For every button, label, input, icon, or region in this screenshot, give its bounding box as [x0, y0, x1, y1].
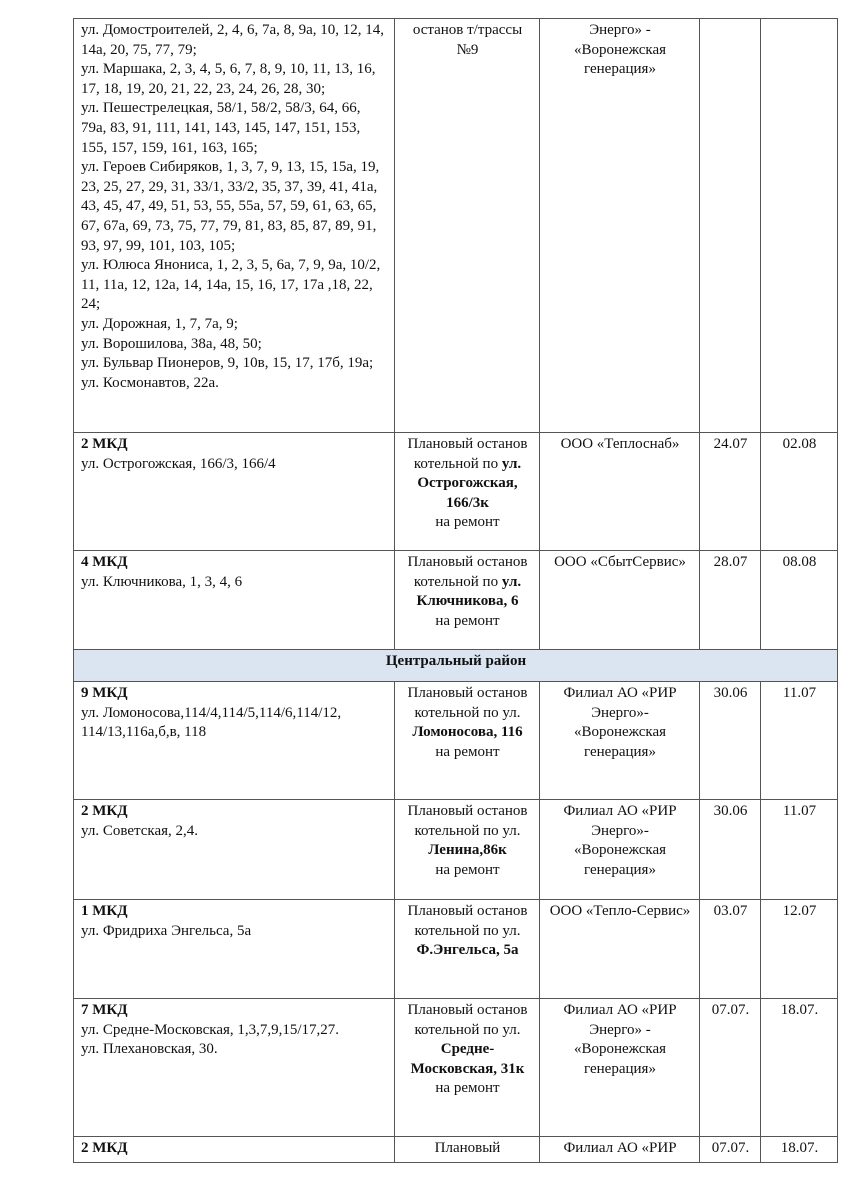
address-cell [74, 800, 395, 900]
organization-cell: ООО «Тепло-Сервис» [540, 900, 700, 999]
district-header-row [74, 650, 838, 682]
end-date-cell: 11.07 [761, 800, 838, 900]
address-line: ул. Плехановская, 30. [81, 1041, 218, 1058]
start-date-cell: 07.07. [700, 1137, 761, 1163]
table-row [74, 682, 838, 800]
table-row [74, 1137, 838, 1163]
end-date-cell: 12.07 [761, 900, 838, 999]
reason-text: Плановый останов котельной по ул. [407, 903, 528, 939]
address-line: ул. Героев Сибиряков, 1, 3, 7, 9, 13, 15, 15а, 19, 23, 25, 27, 29, 31, 33/1, 33/2, 35, 37, 39, 41, 41а, 43, 45, 47, 49, 51, 53, 55, 55а, 57, 59, 61, 63, 65, 67, 67а, 69, 73, 75, 77, 79, 81, 83, 85, 87, 89, 91, 93, 97, 99, 101, 103, 105; [81, 159, 380, 254]
address-line: ул. Ломоносова,114/4,114/5,114/6,114/12, 114/13,116а,б,в, 118 [81, 704, 342, 741]
organization-cell: ООО «СбытСервис» [540, 551, 700, 650]
boiler-address: Ленина,86к [428, 842, 507, 859]
start-date-cell: 30.06 [700, 800, 761, 900]
organization-cell: Филиал АО «РИР Энерго» - «Воронежская генерация» [540, 999, 700, 1137]
address-line: ул. Дорожная, 1, 7, 7а, 9; [81, 315, 238, 332]
address-line: ул. Юлюса Янониса, 1, 2, 3, 5, 6а, 7, 9, 9а, 10/2, 11, 11а, 12, 12а, 14, 14а, 15, 16, 17, 17а ,18, 22, 24; [81, 257, 381, 313]
end-date-cell: 18.07. [761, 999, 838, 1137]
end-date-cell: 11.07 [761, 682, 838, 800]
reason-suffix: на ремонт [435, 1080, 500, 1097]
start-date-cell: 28.07 [700, 551, 761, 650]
end-date-cell: 18.07. [761, 1137, 838, 1163]
organization-cell: Энерго» - «Воронежская генерация» [540, 19, 700, 433]
building-count: 2 МКД [81, 1140, 128, 1156]
building-count: 7 МКД [81, 1002, 128, 1018]
address-line: ул. Ключникова, 1, 3, 4, 6 [81, 573, 243, 590]
boiler-address: Ломоносова, 116 [412, 724, 523, 741]
reason-cell [395, 999, 540, 1137]
organization-cell: Филиал АО «РИР Энерго»- «Воронежская генерация» [540, 682, 700, 800]
reason-cell [395, 1137, 540, 1163]
reason-text: Плановый останов котельной по ул. [407, 1002, 528, 1038]
table-row [74, 19, 838, 433]
organization-cell: ООО «Теплоснаб» [540, 433, 700, 551]
building-count: 9 МКД [81, 685, 128, 701]
boiler-address: ул. Ключникова, 6 [416, 573, 522, 610]
reason-text: Плановый останов котельной по ул. [407, 803, 528, 839]
start-date-cell [700, 19, 761, 433]
start-date-cell: 24.07 [700, 433, 761, 551]
address-cell [74, 900, 395, 999]
reason-text: Плановый останов котельной по [407, 554, 528, 590]
table-row [74, 800, 838, 900]
address-line: ул. Домостроителей, 2, 4, 6, 7а, 8, 9а, 10, 12, 14, 14а, 20, 75, 77, 79; [81, 22, 385, 58]
organization-cell: Филиал АО «РИР [540, 1137, 700, 1163]
reason-text: Плановый останов котельной по ул. [407, 685, 528, 721]
boiler-address: Средне-Московская, 31к [410, 1041, 525, 1077]
address-line: ул. Космонавтов, 22а. [81, 374, 219, 391]
table-row [74, 551, 838, 650]
table-row [74, 999, 838, 1137]
address-cell [74, 1137, 395, 1163]
end-date-cell [761, 19, 838, 433]
address-cell [74, 682, 395, 800]
address-line: ул. Средне-Московская, 1,3,7,9,15/17,27. [81, 1021, 340, 1038]
building-count: 2 МКД [81, 436, 128, 452]
table-row [74, 433, 838, 551]
organization-cell: Филиал АО «РИР Энерго»- «Воронежская генерация» [540, 800, 700, 900]
reason-text: Плановый [434, 1140, 501, 1156]
boiler-address: Ф.Энгельса, 5а [416, 942, 519, 959]
reason-cell: останов т/трассы №9 [395, 19, 540, 433]
address-line: ул. Маршака, 2, 3, 4, 5, 6, 7, 8, 9, 10, 11, 13, 16, 17, 18, 19, 20, 21, 22, 23, 24, 26, 28, 30; [81, 61, 376, 97]
outage-schedule-table [73, 18, 838, 1163]
address-line: ул. Советская, 2,4. [81, 822, 198, 839]
reason-suffix: на ремонт [435, 612, 500, 629]
building-count: 1 МКД [81, 903, 128, 919]
address-cell [74, 999, 395, 1137]
reason-cell [395, 800, 540, 900]
end-date-cell: 08.08 [761, 551, 838, 650]
address-cell [74, 19, 395, 433]
address-line: ул. Ворошилова, 38а, 48, 50; [81, 335, 262, 352]
reason-cell [395, 682, 540, 800]
start-date-cell: 07.07. [700, 999, 761, 1137]
table-row [74, 900, 838, 999]
start-date-cell: 30.06 [700, 682, 761, 800]
reason-cell [395, 551, 540, 650]
building-count: 2 МКД [81, 803, 128, 819]
reason-text: Плановый останов котельной по [407, 436, 528, 472]
district-title: Центральный район [74, 650, 838, 682]
reason-cell [395, 433, 540, 551]
start-date-cell: 03.07 [700, 900, 761, 999]
reason-cell [395, 900, 540, 999]
reason-suffix: на ремонт [435, 514, 500, 531]
building-count: 4 МКД [81, 554, 128, 570]
boiler-address: ул. Острогожская, 166/3к [417, 455, 522, 511]
reason-suffix: на ремонт [435, 743, 500, 760]
address-line: ул. Фридриха Энгельса, 5а [81, 922, 252, 939]
address-line: ул. Острогожская, 166/3, 166/4 [81, 455, 276, 472]
address-line: ул. Пешестрелецкая, 58/1, 58/2, 58/3, 64, 66, 79а, 83, 91, 111, 141, 143, 145, 147, 151, 153, 155, 157, 159, 161, 163, 165; [81, 100, 361, 156]
reason-suffix: на ремонт [435, 861, 500, 878]
address-cell [74, 433, 395, 551]
end-date-cell: 02.08 [761, 433, 838, 551]
address-line: ул. Бульвар Пионеров, 9, 10в, 15, 17, 17б, 19а; [81, 355, 374, 372]
address-cell [74, 551, 395, 650]
